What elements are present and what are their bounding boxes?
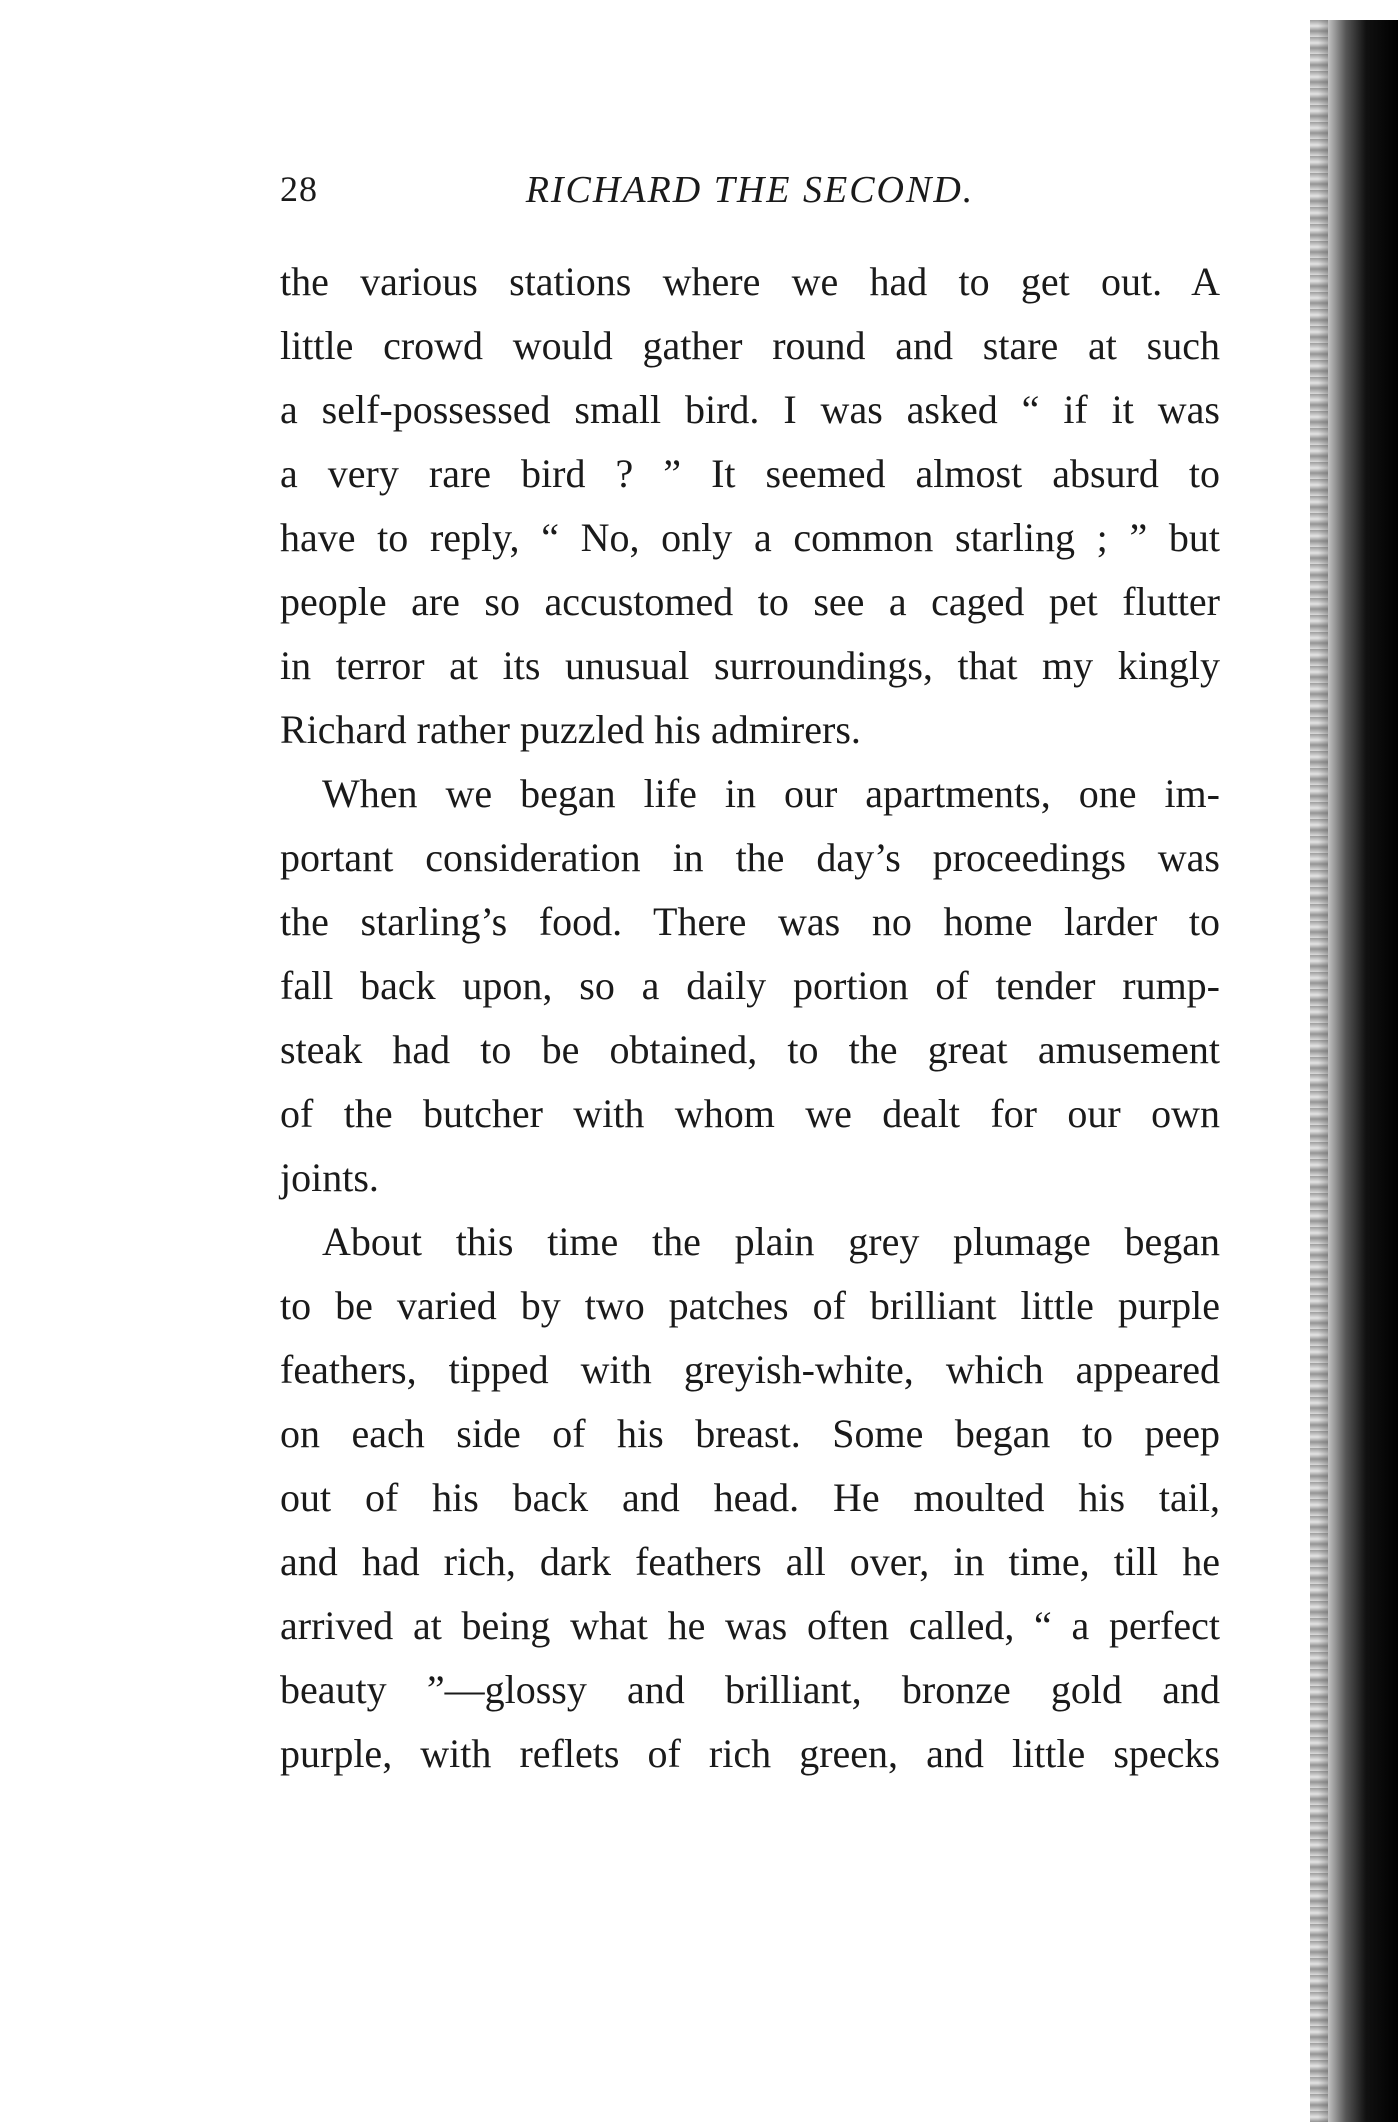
text-line: the starling’s food. There was no home larder to bbox=[280, 899, 1220, 944]
text-line: and had rich, dark feathers all over, in time, till he bbox=[280, 1539, 1220, 1584]
text-line: out of his back and head. He moulted his tail, bbox=[280, 1475, 1220, 1520]
binding-shadow bbox=[1318, 20, 1398, 2122]
text-line: people are so accustomed to see a caged pet flutter bbox=[280, 579, 1220, 624]
text-line: to be varied by two patches of brilliant little purple bbox=[280, 1283, 1220, 1328]
running-title: RICHARD THE SECOND. bbox=[525, 169, 975, 211]
text-line: on each side of his breast. Some began to peep bbox=[280, 1411, 1220, 1456]
text-line: have to reply, “ No, only a common starling ; ” but bbox=[280, 515, 1220, 560]
text-line: When we began life in our apartments, one im- bbox=[322, 771, 1220, 816]
text-line: Richard rather puzzled his admirers. bbox=[280, 707, 861, 752]
page-header bbox=[280, 168, 1220, 218]
body-text bbox=[280, 250, 1220, 1786]
text-line: arrived at being what he was often called, “ a perfect bbox=[280, 1603, 1220, 1648]
text-line: joints. bbox=[280, 1155, 379, 1200]
text-line: beauty ”—glossy and brilliant, bronze gold and bbox=[280, 1667, 1220, 1712]
text-line: the various stations where we had to get out. A bbox=[280, 259, 1220, 304]
text-line: About this time the plain grey plumage began bbox=[322, 1219, 1220, 1264]
text-line: purple, with reflets of rich green, and little specks bbox=[280, 1731, 1220, 1776]
text-line: portant consideration in the day’s proceedings was bbox=[280, 835, 1220, 880]
text-line: fall back upon, so a daily portion of tender rump- bbox=[280, 963, 1220, 1008]
text-line: feathers, tipped with greyish-white, which appeared bbox=[280, 1347, 1220, 1392]
text-line: of the butcher with whom we dealt for our own bbox=[280, 1091, 1220, 1136]
text-line: in terror at its unusual surroundings, that my kingly bbox=[280, 643, 1220, 688]
text-line: a very rare bird ? ” It seemed almost absurd to bbox=[280, 451, 1220, 496]
text-line: little crowd would gather round and stare at such bbox=[280, 323, 1220, 368]
page-number: 28 bbox=[280, 169, 318, 209]
text-line: a self-possessed small bird. I was asked “ if it was bbox=[280, 387, 1220, 432]
text-line: steak had to be obtained, to the great amusement bbox=[280, 1027, 1220, 1072]
